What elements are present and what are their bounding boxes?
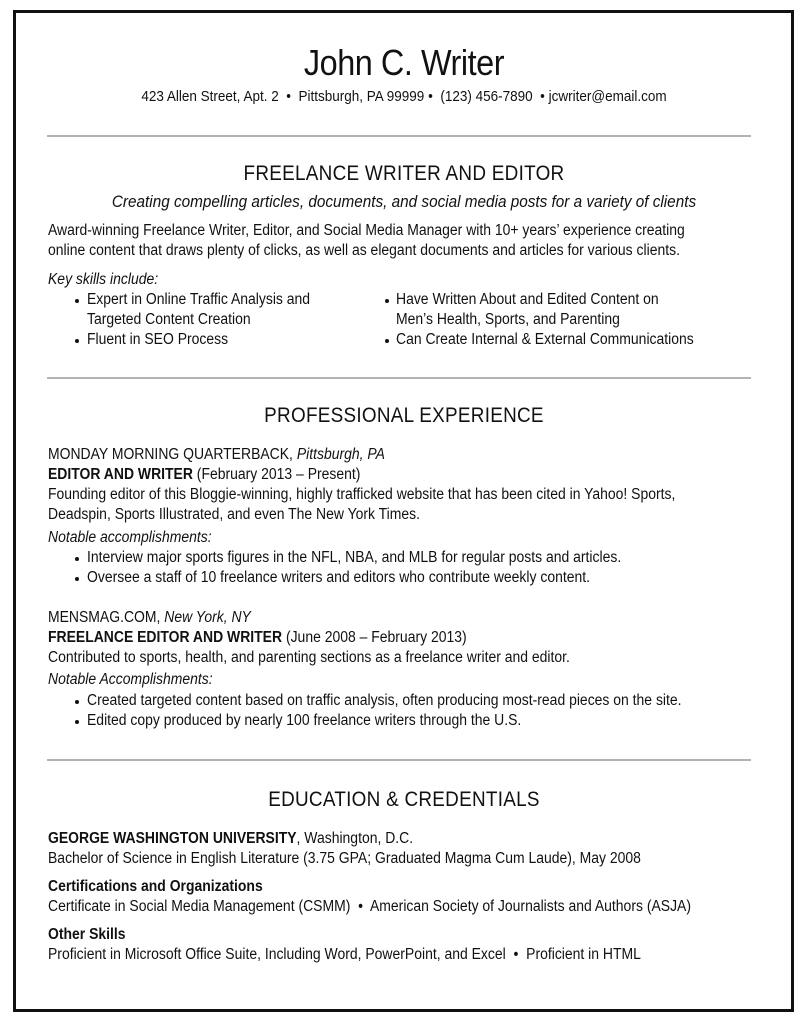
city: Pittsburgh, PA 99999 <box>298 88 425 105</box>
address: 423 Allen Street, Apt. 2 <box>141 88 279 105</box>
bullet-icon <box>385 299 389 303</box>
certs-heading: Certifications and Organizations <box>48 878 263 895</box>
summary-line-1: Award-winning Freelance Writer, Editor, and Social Media Manager with 10+ years’ experience creating <box>48 222 685 239</box>
cert-item: American Society of Journalists and Authors (ASJA) <box>370 898 692 915</box>
job-company: MENSMAG.COM, <box>48 609 161 626</box>
accomplishment-item: Edited copy produced by nearly 100 freelance writers through the U.S. <box>87 712 522 729</box>
separator: • <box>286 88 291 105</box>
job-company: MONDAY MORNING QUARTERBACK, <box>48 446 293 463</box>
job-location: Pittsburgh, PA <box>296 446 385 463</box>
accomplishment-item: Created targeted content based on traffic analysis, often producing most-read pieces on the site. <box>87 692 682 709</box>
divider <box>47 377 751 379</box>
accomplishments-label: Notable Accomplishments: <box>48 671 213 688</box>
other-skill-item: Proficient in HTML <box>526 946 641 963</box>
degree: Bachelor of Science in English Literature (3.75 GPA; Graduated Magma Cum Laude), May 2008 <box>48 850 641 867</box>
skill-item: Expert in Online Traffic Analysis and <box>87 291 311 308</box>
email-link[interactable]: jcwriter@email.com <box>548 88 667 105</box>
job-description: Deadspin, Sports Illustrated, and even The New York Times. <box>48 506 420 523</box>
cert-item: Certificate in Social Media Management (CSMM) <box>48 898 351 915</box>
job-role: FREELANCE EDITOR AND WRITER <box>48 629 283 646</box>
job-role-line <box>48 628 467 648</box>
skills-label: Key skills include: <box>48 271 159 288</box>
job-role-line <box>48 465 360 485</box>
skill-item: Have Written About and Edited Content on <box>396 291 659 308</box>
divider <box>47 135 751 137</box>
summary-line-2: online content that draws plenty of clicks, as well as elegant documents and articles for various clients. <box>48 242 680 259</box>
phone: (123) 456-7890 <box>440 88 533 105</box>
education-title: EDUCATION & CREDENTIALS <box>268 788 540 811</box>
candidate-name: John C. Writer <box>303 42 505 83</box>
separator: • <box>540 88 545 105</box>
summary-tagline: Creating compelling articles, documents, and social media posts for a variety of clients <box>111 192 697 211</box>
bullet-icon <box>75 577 79 581</box>
accomplishment-item: Interview major sports figures in the NFL, NBA, and MLB for regular posts and articles. <box>87 549 622 566</box>
summary-title: FREELANCE WRITER AND EDITOR <box>243 162 565 185</box>
job-company-line <box>48 608 251 628</box>
job-role: EDITOR AND WRITER <box>48 466 193 483</box>
bullet-icon <box>385 339 389 343</box>
school-location: , Washington, D.C. <box>296 830 414 847</box>
divider <box>47 759 751 761</box>
other-skills-heading: Other Skills <box>48 926 126 943</box>
contact-line <box>40 88 767 106</box>
job-dates: (June 2008 – February 2013) <box>285 629 467 646</box>
school-line <box>48 829 413 849</box>
bullet-icon <box>75 720 79 724</box>
certs-line <box>48 897 691 917</box>
job-description: Founding editor of this Bloggie-winning, highly trafficked website that has been cited in Yahoo! Sports, <box>48 486 676 503</box>
job-location: New York, NY <box>164 609 251 626</box>
bullet-icon <box>75 700 79 704</box>
school-name: GEORGE WASHINGTON UNIVERSITY <box>48 830 297 847</box>
skill-item: Can Create Internal & External Communications <box>396 331 694 348</box>
skill-item-cont: Targeted Content Creation <box>87 311 251 328</box>
other-skill-item: Proficient in Microsoft Office Suite, Including Word, PowerPoint, and Excel <box>48 946 506 963</box>
bullet-icon <box>75 339 79 343</box>
separator: • <box>428 88 433 105</box>
separator: • <box>513 946 519 963</box>
job-dates: (February 2013 – Present) <box>196 466 361 483</box>
other-skills-line <box>48 945 641 965</box>
accomplishment-item: Oversee a staff of 10 freelance writers and editors who contribute weekly content. <box>87 569 590 586</box>
job-description: Contributed to sports, health, and parenting sections as a freelance writer and editor. <box>48 649 570 666</box>
experience-title: PROFESSIONAL EXPERIENCE <box>264 404 544 427</box>
separator: • <box>358 898 364 915</box>
bullet-icon <box>75 299 79 303</box>
job-company-line <box>48 445 385 465</box>
accomplishments-label: Notable accomplishments: <box>48 529 212 546</box>
skill-item: Fluent in SEO Process <box>87 331 229 348</box>
bullet-icon <box>75 557 79 561</box>
skill-item-cont: Men’s Health, Sports, and Parenting <box>396 311 620 328</box>
